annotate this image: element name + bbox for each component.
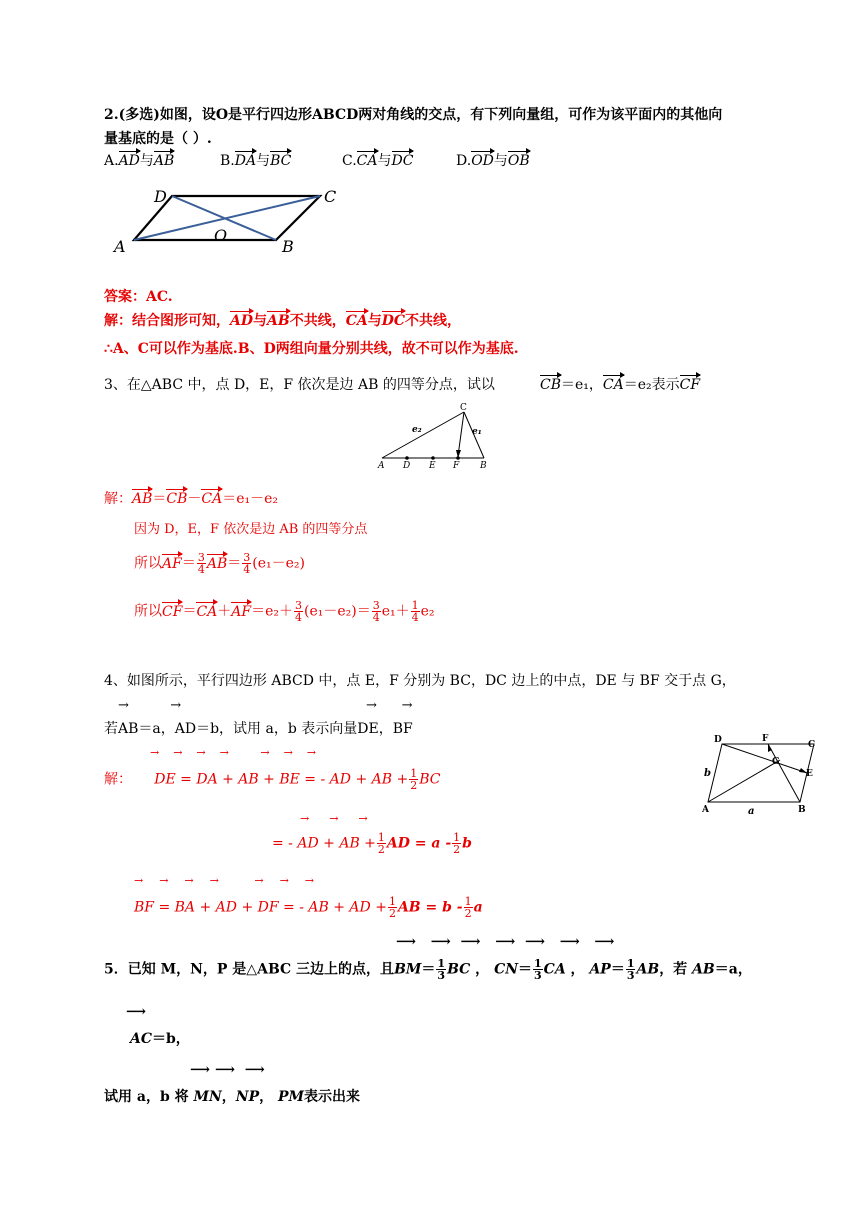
label-c: C <box>460 403 467 413</box>
label-e2: e₂ <box>412 425 422 435</box>
q3-solution-line4: 所以CF＝CA＋AF＝e₂＋ $\frac{3}{4}$ (e₁－e₂)＝ $\frac{3}{4}$ e₁＋ $\frac{1}{4}$ e₂ <box>134 599 435 624</box>
q2-answer: 答案：AC. <box>104 289 173 305</box>
label-e1: e₁ <box>472 427 482 437</box>
q3-solution-line2: 因为 D，E，F 依次是边 AB 的四等分点 <box>134 522 368 537</box>
option-a: A.AD与AB <box>104 153 175 169</box>
label-g: G <box>772 757 780 767</box>
label-b: B <box>480 461 487 471</box>
q5-arrows: ⟶ ⟶ ⟶ ⟶ ⟶ ⟶ ⟶ <box>396 934 615 950</box>
q5-arrows-last: ⟶ ⟶ ⟶ <box>190 1062 265 1078</box>
q4-line2: 若AB＝a，AD＝b，试用 a，b 表示向量DE，BF <box>104 721 413 737</box>
q4-solution-line3: BF = BA + AD + DF = - AB + AD + $\frac{1}{2}$ AB = b - $\frac{1}{2}$ a <box>134 895 483 920</box>
option-c: C.CA与DC <box>342 153 414 169</box>
label-c: C <box>324 187 337 206</box>
label-f: F <box>762 734 769 744</box>
q4-arrows-sol1: →→→→ →→→ <box>150 746 331 759</box>
q2-stem-line1: 2.(多选)如图，设O是平行四边形ABCD两对角线的交点，有下列向量组，可作为该平面内的其他向 <box>104 107 723 123</box>
q2-stem-line2: 量基底的是（ ）. <box>104 131 212 147</box>
q5-line3: 试用 a，b 将 MN，NP， PM表示出来 <box>104 1089 361 1105</box>
q3-solution-line3: 所以AF＝ $\frac{3}{4}$ AB＝ $\frac{3}{4}$ (e₁－e₂) <box>134 551 305 576</box>
parallelogram-figure-q4 <box>700 730 826 816</box>
label-a: A <box>114 237 126 256</box>
label-d: D <box>154 187 167 206</box>
q2-solution-line1: 解：结合图形可知，AD与AB不共线，CA与DC不共线， <box>104 313 462 329</box>
label-b: B <box>282 237 294 256</box>
label-e: E <box>429 461 436 471</box>
q3-solution-line1: 解：AB＝CB－CA＝e₁－e₂ <box>104 491 279 507</box>
q4-solution-line2: = - AD + AB + $\frac{1}{2}$ AD = a - $\frac{1}{2}$ b <box>272 831 472 856</box>
label-f: F <box>453 461 460 471</box>
q5-stem: 5．已知 M，N，P 是△ABC 三边上的点，且BM＝ $\frac{1}{3}$ BC ， CN＝ $\frac{1}{3}$ CA ， AP＝ $\frac{1}{3}$ AB，若 AB＝a， <box>104 957 752 982</box>
q4-arrows-sol3: →→→→ →→→ <box>134 874 331 887</box>
label-a: A <box>702 805 709 815</box>
q2-solution-line2: ∴A、C可以作为基底.B、D两组向量分别共线，故不可以作为基底. <box>104 341 519 357</box>
option-d: D.OD与OB <box>456 153 530 169</box>
q4-arrows-line2b: → → <box>366 698 413 713</box>
label-d: D <box>403 461 411 471</box>
q5-arrow-ac: ⟶ <box>126 1004 147 1020</box>
label-c: C <box>808 740 816 750</box>
q4-arrows-sol2: →→→ <box>300 812 388 825</box>
label-o: O <box>214 226 228 245</box>
label-b-vec: b <box>704 768 711 779</box>
label-a-vec: a <box>748 806 755 816</box>
q3-stem: 3、在△ABC 中，点 D，E，F 依次是边 AB 的四等分点，试以 <box>104 377 495 393</box>
label-d: D <box>714 735 722 745</box>
option-b: B.DA与BC <box>220 153 292 169</box>
q4-arrows-line2: → → <box>118 698 182 713</box>
q4-stem: 4、如图所示，平行四边形 ABCD 中，点 E，F 分别为 BC，DC 边上的中点，DE 与 BF 交于点 G， <box>104 673 736 689</box>
triangle-figure-q3 <box>372 400 496 472</box>
q5-line2: AC＝b， <box>130 1031 190 1047</box>
label-e: E <box>806 769 813 779</box>
parallelogram-figure-q2 <box>108 184 348 264</box>
q4-solution-line1: 解： DE = DA + AB + BE = - AD + AB + $\frac{1}{2}$ BC <box>104 767 441 792</box>
q3-stem-vectors: CB＝e₁，CA＝e₂表示CF <box>540 377 701 393</box>
label-a: A <box>378 461 385 471</box>
label-b: B <box>798 805 806 815</box>
